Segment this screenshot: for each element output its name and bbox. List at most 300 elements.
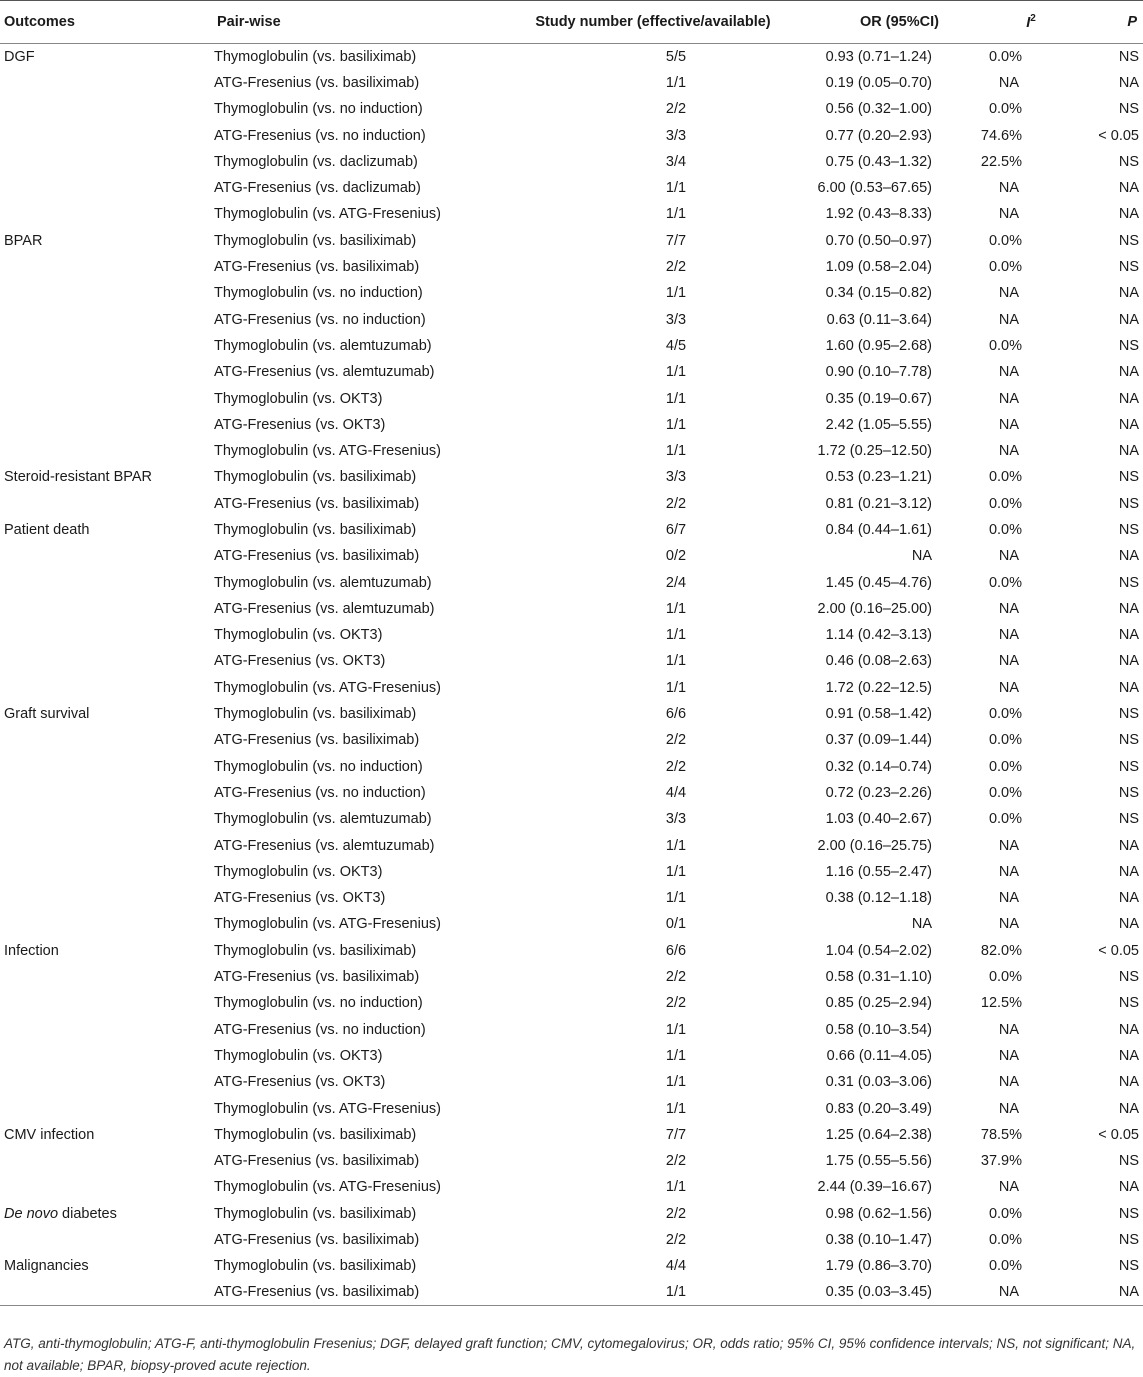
odds-ratio-cell: 0.75 (0.43–1.32): [825, 153, 932, 170]
outcome-cell: [0, 727, 213, 753]
study-number-cell: 1/1: [665, 679, 687, 696]
pairwise-cell: ATG-Fresenius (vs. OKT3): [214, 1074, 386, 1091]
i2-cell: 37.9%: [980, 1153, 1022, 1170]
i2-cell: 0.0%: [988, 101, 1022, 118]
table-row: [0, 1279, 1143, 1305]
p-value-cell: NA: [1118, 1021, 1139, 1038]
study-number-cell: 4/4: [665, 784, 687, 801]
pairwise-cell: ATG-Fresenius (vs. basiliximab): [214, 495, 420, 512]
pairwise-cell: Thymoglobulin (vs. daclizumab): [214, 153, 418, 170]
odds-ratio-cell: 2.00 (0.16–25.00): [817, 600, 932, 617]
outcome-cell: [0, 622, 213, 648]
study-number-cell: 2/2: [665, 495, 687, 512]
p-value-cell: NS: [1118, 1153, 1139, 1170]
outcome-cell: [0, 543, 213, 569]
table-row: [0, 175, 1143, 201]
table-body: [0, 44, 1143, 1306]
outcome-cell: [0, 675, 213, 701]
outcome-cell: Graft survival: [4, 706, 90, 723]
p-value-cell: NA: [1118, 180, 1139, 197]
i2-cell: 0.0%: [988, 811, 1022, 828]
odds-ratio-cell: 0.85 (0.25–2.94): [825, 995, 932, 1012]
table-row: [0, 1069, 1143, 1095]
pairwise-cell: Thymoglobulin (vs. basiliximab): [214, 942, 417, 959]
i2-cell: 0.0%: [988, 1258, 1022, 1275]
pairwise-cell: Thymoglobulin (vs. OKT3): [214, 1047, 383, 1064]
i2-cell: NA: [998, 364, 1020, 381]
pairwise-cell: Thymoglobulin (vs. basiliximab): [214, 232, 417, 249]
study-number-cell: 3/3: [665, 127, 687, 144]
pairwise-cell: Thymoglobulin (vs. ATG-Fresenius): [214, 1179, 441, 1196]
p-value-cell: NA: [1118, 916, 1139, 933]
p-value-cell: NA: [1118, 548, 1139, 565]
table-row: [0, 228, 1143, 254]
study-number-cell: 1/1: [665, 390, 687, 407]
p-value-cell: NA: [1118, 653, 1139, 670]
pairwise-cell: ATG-Fresenius (vs. basiliximab): [214, 548, 420, 565]
odds-ratio-cell: 0.70 (0.50–0.97): [825, 232, 932, 249]
outcome-cell: [0, 1174, 213, 1200]
header-i2-sup: 2: [1030, 13, 1036, 25]
outcome-cell: [0, 70, 213, 96]
study-number-cell: 4/5: [665, 337, 687, 354]
pairwise-cell: Thymoglobulin (vs. OKT3): [214, 627, 383, 644]
table-row: [0, 727, 1143, 753]
study-number-cell: 7/7: [665, 1126, 687, 1143]
i2-cell: 82.0%: [980, 942, 1022, 959]
odds-ratio-cell: NA: [911, 916, 932, 933]
p-value-cell: < 0.05: [1098, 127, 1139, 144]
p-value-cell: NA: [1118, 890, 1139, 907]
i2-cell: NA: [998, 180, 1020, 197]
odds-ratio-cell: 1.16 (0.55–2.47): [825, 863, 932, 880]
odds-ratio-cell: 1.79 (0.86–3.70): [825, 1258, 932, 1275]
p-value-cell: NS: [1118, 811, 1139, 828]
outcome-cell: [0, 569, 213, 595]
study-number-cell: 3/3: [665, 811, 687, 828]
table-row: [0, 675, 1143, 701]
i2-cell: NA: [998, 74, 1020, 91]
odds-ratio-cell: 0.72 (0.23–2.26): [825, 784, 932, 801]
p-value-cell: NA: [1118, 206, 1139, 223]
table-row: [0, 464, 1143, 490]
study-number-cell: 0/2: [665, 548, 687, 565]
p-value-cell: NS: [1118, 337, 1139, 354]
odds-ratio-cell: 0.98 (0.62–1.56): [825, 1205, 932, 1222]
odds-ratio-cell: 0.19 (0.05–0.70): [825, 74, 932, 91]
i2-cell: NA: [998, 443, 1020, 460]
table-row: [0, 1201, 1143, 1227]
table-row: [0, 938, 1143, 964]
p-value-cell: NA: [1118, 1100, 1139, 1117]
odds-ratio-cell: 0.90 (0.10–7.78): [825, 364, 932, 381]
odds-ratio-cell: 0.58 (0.31–1.10): [825, 969, 932, 986]
p-value-cell: NS: [1118, 995, 1139, 1012]
pairwise-cell: Thymoglobulin (vs. ATG-Fresenius): [214, 679, 441, 696]
table-row: [0, 1095, 1143, 1121]
p-value-cell: NA: [1118, 364, 1139, 381]
i2-cell: NA: [998, 1100, 1020, 1117]
table-row: [0, 306, 1143, 332]
outcome-cell: [0, 1095, 213, 1121]
study-number-cell: 2/4: [665, 574, 687, 591]
outcome-cell: [0, 1016, 213, 1042]
outcome-cell: [0, 385, 213, 411]
pairwise-cell: Thymoglobulin (vs. alemtuzumab): [214, 811, 432, 828]
pairwise-cell: Thymoglobulin (vs. no induction): [214, 285, 423, 302]
odds-ratio-cell: 0.32 (0.14–0.74): [825, 758, 932, 775]
header-i2: [956, 1, 1076, 44]
table-row: [0, 280, 1143, 306]
study-number-cell: 1/1: [665, 285, 687, 302]
table-row: [0, 412, 1143, 438]
outcome-cell: [0, 596, 213, 622]
pairwise-cell: Thymoglobulin (vs. basiliximab): [214, 1205, 417, 1222]
study-number-cell: 1/1: [665, 627, 687, 644]
i2-cell: 0.0%: [988, 969, 1022, 986]
outcome-cell: [0, 438, 213, 464]
outcome-cell: [0, 964, 213, 990]
outcome-cell: BPAR: [4, 232, 43, 249]
odds-ratio-cell: 0.91 (0.58–1.42): [825, 706, 932, 723]
outcome-cell: [0, 1201, 213, 1227]
table-row: [0, 333, 1143, 359]
outcome-cell: [0, 911, 213, 937]
outcome-cell: [0, 359, 213, 385]
i2-cell: 0.0%: [988, 1205, 1022, 1222]
study-number-cell: 1/1: [503, 1279, 803, 1305]
table-row: [0, 885, 1143, 911]
i2-cell: 0.0%: [988, 337, 1022, 354]
pairwise-cell: Thymoglobulin (vs. ATG-Fresenius): [214, 206, 441, 223]
table-row: [0, 1174, 1143, 1200]
outcome-cell: [0, 1227, 213, 1253]
odds-ratio-cell: 0.34 (0.15–0.82): [825, 285, 932, 302]
study-number-cell: 2/2: [665, 758, 687, 775]
p-value-cell: NA: [1118, 443, 1139, 460]
p-value-cell: NS: [1118, 469, 1139, 486]
outcome-cell: [0, 122, 213, 148]
table-header: [0, 1, 1143, 44]
header-pairwise: Pair-wise: [213, 1, 503, 44]
outcome-cell: [0, 412, 213, 438]
pairwise-cell: Thymoglobulin (vs. no induction): [214, 995, 423, 1012]
outcome-cell: [0, 333, 213, 359]
p-value-cell: NS: [1118, 232, 1139, 249]
table-row: [0, 438, 1143, 464]
study-number-cell: 1/1: [665, 180, 687, 197]
odds-ratio-cell: NA: [911, 548, 932, 565]
i2-cell: 0.0%: [988, 732, 1022, 749]
outcome-cell: [0, 254, 213, 280]
study-number-cell: 2/2: [665, 1205, 687, 1222]
pairwise-cell: ATG-Fresenius (vs. basiliximab): [214, 259, 420, 276]
p-value-cell: NS: [1118, 574, 1139, 591]
pairwise-cell: ATG-Fresenius (vs. basiliximab): [214, 74, 420, 91]
study-number-cell: 1/1: [665, 1100, 687, 1117]
pairwise-cell: Thymoglobulin (vs. OKT3): [214, 863, 383, 880]
study-number-cell: 3/3: [665, 469, 687, 486]
table-row: [0, 1227, 1143, 1253]
table-row: [0, 491, 1143, 517]
outcome-cell: Steroid-resistant BPAR: [4, 469, 153, 486]
study-number-cell: 6/6: [665, 706, 687, 723]
odds-ratio-cell: 2.00 (0.16–25.75): [817, 837, 932, 854]
table-row: [0, 596, 1143, 622]
outcome-cell: [0, 1279, 213, 1305]
p-value-cell: NA: [1118, 627, 1139, 644]
i2-cell: NA: [998, 1047, 1020, 1064]
i2-cell: 22.5%: [980, 153, 1022, 170]
pairwise-cell: Thymoglobulin (vs. no induction): [214, 101, 423, 118]
i2-cell: NA: [998, 837, 1020, 854]
odds-ratio-cell: 0.63 (0.11–3.64): [826, 311, 932, 328]
outcome-cell: Infection: [4, 942, 59, 959]
table-row: [0, 911, 1143, 937]
outcome-cell: [0, 806, 213, 832]
outcome-cell: [0, 280, 213, 306]
header-i2-base: I: [1026, 14, 1031, 31]
table-row: [0, 44, 1143, 70]
table-row: [0, 543, 1143, 569]
pairwise-cell: ATG-Fresenius (vs. OKT3): [214, 416, 386, 433]
study-number-cell: 3/3: [665, 311, 687, 328]
p-value-cell: NS: [1118, 1258, 1139, 1275]
i2-cell: 0.0%: [988, 1232, 1022, 1248]
outcome-cell: [0, 1043, 213, 1069]
i2-cell: NA: [998, 1179, 1020, 1196]
study-number-cell: 1/1: [665, 416, 687, 433]
study-number-cell: 6/7: [665, 521, 687, 538]
p-value-cell: NA: [1076, 1279, 1143, 1305]
pairwise-cell: ATG-Fresenius (vs. no induction): [214, 311, 426, 328]
pairwise-cell: Thymoglobulin (vs. basiliximab): [214, 469, 417, 486]
study-number-cell: 1/1: [665, 1179, 687, 1196]
table-row: [0, 149, 1143, 175]
table-row: [0, 780, 1143, 806]
odds-ratio-cell: 1.14 (0.42–3.13): [825, 627, 932, 644]
pairwise-cell: Thymoglobulin (vs. ATG-Fresenius): [214, 916, 441, 933]
p-value-cell: NA: [1118, 416, 1139, 433]
pairwise-cell: ATG-Fresenius (vs. OKT3): [214, 653, 386, 670]
i2-cell: NA: [998, 311, 1020, 328]
p-value-cell: NA: [1118, 285, 1139, 302]
odds-ratio-cell: 1.60 (0.95–2.68): [825, 337, 932, 354]
pairwise-cell: Thymoglobulin (vs. ATG-Fresenius): [214, 443, 441, 460]
table-row: [0, 754, 1143, 780]
pairwise-cell: ATG-Fresenius (vs. no induction): [214, 1021, 426, 1038]
header-p: [1076, 1, 1143, 44]
study-number-cell: 1/1: [665, 364, 687, 381]
odds-ratio-cell: 6.00 (0.53–67.65): [817, 180, 932, 197]
table-row: [0, 1122, 1143, 1148]
outcome-cell: [0, 201, 213, 227]
i2-cell: 74.6%: [980, 127, 1022, 144]
odds-ratio-cell: 0.35 (0.03–3.45): [803, 1279, 956, 1305]
outcome-cell: [0, 149, 213, 175]
study-number-cell: 2/2: [665, 1153, 687, 1170]
odds-ratio-cell: 0.77 (0.20–2.93): [825, 127, 932, 144]
p-value-cell: NA: [1118, 863, 1139, 880]
odds-ratio-cell: 0.31 (0.03–3.06): [825, 1074, 932, 1091]
i2-cell: 0.0%: [988, 259, 1022, 276]
study-number-cell: 1/1: [665, 837, 687, 854]
study-number-cell: 1/1: [665, 1047, 687, 1064]
pairwise-cell: ATG-Fresenius (vs. alemtuzumab): [214, 364, 435, 381]
outcome-cell: [0, 1148, 213, 1174]
table-row: [0, 622, 1143, 648]
table-row: [0, 359, 1143, 385]
odds-ratio-cell: 1.03 (0.40–2.67): [825, 811, 932, 828]
table-row: [0, 517, 1143, 543]
study-number-cell: 1/1: [665, 74, 687, 91]
i2-cell: 0.0%: [988, 469, 1022, 486]
i2-cell: NA: [998, 1021, 1020, 1038]
outcome-cell: Malignancies: [4, 1258, 89, 1275]
table-row: [0, 990, 1143, 1016]
outcome-cell: CMV infection: [4, 1126, 95, 1143]
table-footnote: ATG, anti-thymoglobulin; ATG-F, anti-thymoglobulin Fresenius; DGF, delayed graft function; CMV, cytomegalovirus; OR, odds ratio; 95% CI, 95% confidence intervals; NS, not significant; NA, not available; BPAR, biopsy-proved acute rejection.: [4, 1336, 1136, 1373]
table-row: [0, 701, 1143, 727]
odds-ratio-cell: 0.66 (0.11–4.05): [826, 1047, 932, 1064]
outcome-cell: [0, 832, 213, 858]
study-number-cell: 2/2: [665, 1232, 687, 1248]
odds-ratio-cell: 0.83 (0.20–3.49): [825, 1100, 932, 1117]
pairwise-cell: ATG-Fresenius (vs. basiliximab): [214, 1232, 420, 1248]
p-value-cell: NA: [1118, 1179, 1139, 1196]
table-row: [0, 1148, 1143, 1174]
outcome-cell: [0, 754, 213, 780]
odds-ratio-cell: 0.84 (0.44–1.61): [825, 521, 932, 538]
outcome-cell: Patient death: [4, 521, 90, 538]
p-value-cell: NS: [1118, 1232, 1139, 1248]
p-value-cell: NS: [1118, 732, 1139, 749]
odds-ratio-cell: 1.72 (0.22–12.5): [825, 679, 932, 696]
outcome-cell: [0, 306, 213, 332]
pairwise-cell: ATG-Fresenius (vs. alemtuzumab): [214, 837, 435, 854]
p-value-cell: NS: [1118, 784, 1139, 801]
table-row: [0, 201, 1143, 227]
p-value-cell: NA: [1118, 1047, 1139, 1064]
p-value-cell: NS: [1118, 153, 1139, 170]
odds-ratio-cell: 0.38 (0.10–1.47): [825, 1232, 932, 1248]
pairwise-cell: Thymoglobulin (vs. OKT3): [214, 390, 383, 407]
table-row: [0, 1016, 1143, 1042]
table-row: [0, 385, 1143, 411]
odds-ratio-cell: 1.92 (0.43–8.33): [825, 206, 932, 223]
i2-cell: NA: [998, 679, 1020, 696]
odds-ratio-cell: 0.93 (0.71–1.24): [825, 48, 932, 65]
i2-cell: NA: [998, 863, 1020, 880]
i2-cell: 0.0%: [988, 495, 1022, 512]
pairwise-cell: ATG-Fresenius (vs. basiliximab): [214, 969, 420, 986]
odds-ratio-cell: 0.38 (0.12–1.18): [825, 890, 932, 907]
p-value-cell: NA: [1118, 74, 1139, 91]
odds-ratio-cell: 1.72 (0.25–12.50): [817, 443, 932, 460]
odds-ratio-cell: 1.09 (0.58–2.04): [825, 259, 932, 276]
table-row: [0, 859, 1143, 885]
header-row: [0, 1, 1143, 44]
pairwise-cell: ATG-Fresenius (vs. OKT3): [214, 890, 386, 907]
study-number-cell: 2/2: [665, 995, 687, 1012]
study-number-cell: 5/5: [665, 48, 687, 65]
odds-ratio-cell: 0.35 (0.19–0.67): [825, 390, 932, 407]
table-row: [0, 1253, 1143, 1279]
i2-cell: NA: [998, 890, 1020, 907]
study-number-cell: 0/1: [665, 916, 687, 933]
table-row: [0, 569, 1143, 595]
p-value-cell: NS: [1118, 48, 1139, 65]
i2-cell: 12.5%: [980, 995, 1022, 1012]
i2-cell: NA: [998, 285, 1020, 302]
i2-cell: 0.0%: [988, 48, 1022, 65]
p-value-cell: NS: [1118, 259, 1139, 276]
pairwise-cell: Thymoglobulin (vs. alemtuzumab): [214, 574, 432, 591]
i2-cell: 0.0%: [988, 784, 1022, 801]
table-row: [0, 806, 1143, 832]
pairwise-cell: Thymoglobulin (vs. alemtuzumab): [214, 337, 432, 354]
study-number-cell: 1/1: [665, 863, 687, 880]
p-value-cell: NA: [1118, 390, 1139, 407]
table-row: [0, 70, 1143, 96]
pairwise-cell: ATG-Fresenius (vs. daclizumab): [214, 180, 421, 197]
pairwise-cell: Thymoglobulin (vs. basiliximab): [214, 1126, 417, 1143]
table-row: [0, 122, 1143, 148]
p-value-cell: NS: [1118, 969, 1139, 986]
pairwise-cell: Thymoglobulin (vs. ATG-Fresenius): [214, 1100, 441, 1117]
pairwise-cell: Thymoglobulin (vs. basiliximab): [214, 521, 417, 538]
pairwise-cell: ATG-Fresenius (vs. basiliximab): [214, 1153, 420, 1170]
p-value-cell: NS: [1118, 758, 1139, 775]
header-outcomes: Outcomes: [0, 1, 213, 44]
study-number-cell: 2/2: [665, 101, 687, 118]
outcome-italic-prefix: De novo: [4, 1205, 59, 1222]
study-number-cell: 1/1: [665, 1074, 687, 1091]
pairwise-cell: ATG-Fresenius (vs. no induction): [214, 127, 426, 144]
i2-cell: NA: [998, 206, 1020, 223]
odds-ratio-cell: 0.58 (0.10–3.54): [825, 1021, 932, 1038]
p-value-cell: < 0.05: [1098, 942, 1139, 959]
header-studies: Study number (effective/available): [503, 1, 803, 44]
study-number-cell: 1/1: [665, 206, 687, 223]
outcome-cell: [0, 859, 213, 885]
outcome-cell: [0, 780, 213, 806]
p-value-cell: NA: [1118, 311, 1139, 328]
i2-cell: NA: [998, 416, 1020, 433]
study-number-cell: 1/1: [665, 443, 687, 460]
pairwise-cell: ATG-Fresenius (vs. no induction): [214, 784, 426, 801]
outcome-cell: [0, 1069, 213, 1095]
odds-ratio-cell: 1.25 (0.64–2.38): [825, 1126, 932, 1143]
i2-cell: 0.0%: [988, 232, 1022, 249]
outcome-cell: [0, 175, 213, 201]
i2-cell: 0.0%: [988, 706, 1022, 723]
header-or: OR (95%CI): [803, 1, 956, 44]
study-number-cell: 2/2: [665, 969, 687, 986]
odds-ratio-cell: 0.53 (0.23–1.21): [825, 469, 932, 486]
p-value-cell: NA: [1118, 1074, 1139, 1091]
i2-cell: NA: [998, 1074, 1020, 1091]
table-row: [0, 96, 1143, 122]
i2-cell: NA: [998, 627, 1020, 644]
study-number-cell: 1/1: [665, 890, 687, 907]
table-row: [0, 832, 1143, 858]
outcome-cell: [0, 990, 213, 1016]
p-value-cell: NA: [1118, 679, 1139, 696]
study-number-cell: 4/4: [665, 1258, 687, 1275]
outcome-cell: [0, 885, 213, 911]
p-value-cell: < 0.05: [1098, 1126, 1139, 1143]
